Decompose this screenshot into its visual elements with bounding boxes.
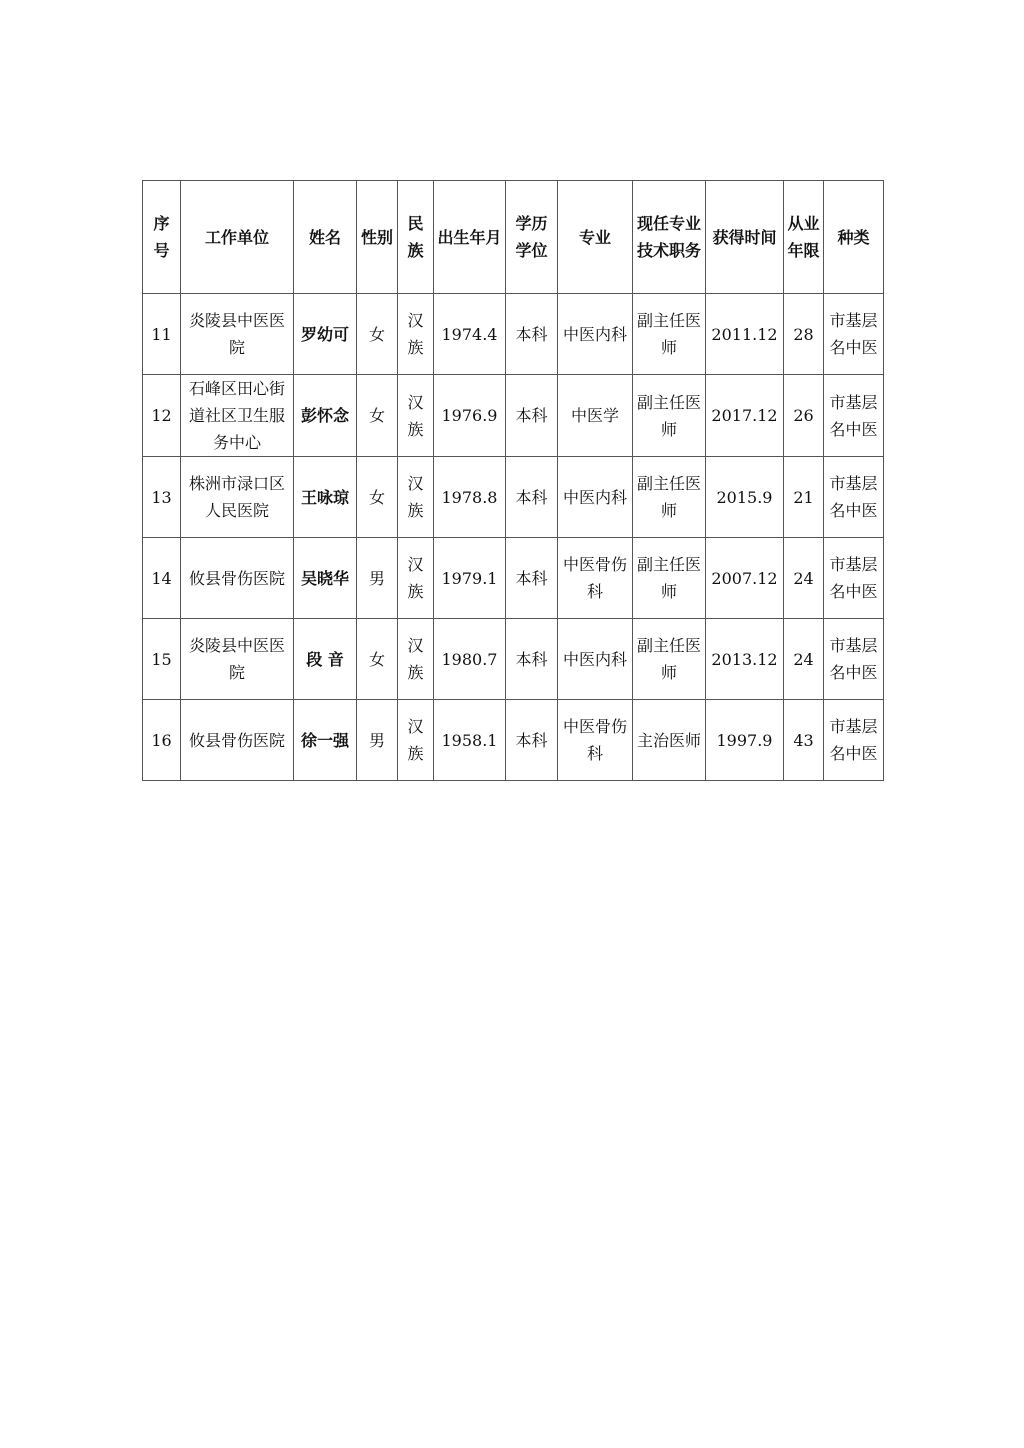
header-cell: 从业年限 — [784, 181, 824, 294]
cell-index: 11 — [143, 294, 181, 375]
cell-ethnicity: 汉族 — [398, 700, 434, 781]
cell-workplace: 炎陵县中医医院 — [181, 619, 294, 700]
cell-obtained: 2007.12 — [706, 538, 784, 619]
table-row — [143, 457, 884, 538]
cell-birth: 1980.7 — [434, 619, 506, 700]
cell-gender: 女 — [357, 457, 398, 538]
cell-category: 市基层名中医 — [824, 457, 884, 538]
cell-obtained: 2013.12 — [706, 619, 784, 700]
cell-gender: 男 — [357, 538, 398, 619]
cell-index: 14 — [143, 538, 181, 619]
cell-education: 本科 — [506, 700, 558, 781]
cell-category: 市基层名中医 — [824, 375, 884, 457]
header-cell: 种类 — [824, 181, 884, 294]
cell-gender: 女 — [357, 619, 398, 700]
cell-title: 副主任医师 — [633, 375, 706, 457]
cell-specialty: 中医内科 — [558, 294, 633, 375]
cell-gender: 男 — [357, 700, 398, 781]
cell-ethnicity: 汉族 — [398, 375, 434, 457]
table-row — [143, 619, 884, 700]
cell-ethnicity: 汉族 — [398, 294, 434, 375]
cell-birth: 1974.4 — [434, 294, 506, 375]
header-cell: 姓名 — [294, 181, 357, 294]
cell-birth: 1976.9 — [434, 375, 506, 457]
header-cell: 序号 — [143, 181, 181, 294]
header-cell: 民族 — [398, 181, 434, 294]
header-cell: 获得时间 — [706, 181, 784, 294]
table-row — [143, 538, 884, 619]
header-cell: 专业 — [558, 181, 633, 294]
cell-years: 24 — [784, 619, 824, 700]
table-row — [143, 375, 884, 457]
cell-education: 本科 — [506, 375, 558, 457]
cell-obtained: 1997.9 — [706, 700, 784, 781]
cell-years: 28 — [784, 294, 824, 375]
cell-name: 徐一强 — [294, 700, 357, 781]
cell-obtained: 2015.9 — [706, 457, 784, 538]
cell-name: 罗幼可 — [294, 294, 357, 375]
header-cell: 现任专业技术职务 — [633, 181, 706, 294]
cell-index: 13 — [143, 457, 181, 538]
cell-ethnicity: 汉族 — [398, 538, 434, 619]
cell-title: 副主任医师 — [633, 294, 706, 375]
cell-years: 24 — [784, 538, 824, 619]
cell-index: 15 — [143, 619, 181, 700]
cell-workplace: 炎陵县中医医院 — [181, 294, 294, 375]
header-cell: 学历学位 — [506, 181, 558, 294]
cell-name: 彭怀念 — [294, 375, 357, 457]
cell-name: 王咏琼 — [294, 457, 357, 538]
cell-years: 43 — [784, 700, 824, 781]
cell-workplace: 株洲市渌口区人民医院 — [181, 457, 294, 538]
roster-table — [142, 180, 884, 781]
header-cell: 性别 — [357, 181, 398, 294]
cell-birth: 1958.1 — [434, 700, 506, 781]
cell-specialty: 中医骨伤科 — [558, 538, 633, 619]
cell-education: 本科 — [506, 457, 558, 538]
cell-workplace: 攸县骨伤医院 — [181, 700, 294, 781]
table-row — [143, 294, 884, 375]
cell-title: 主治医师 — [633, 700, 706, 781]
cell-workplace: 石峰区田心街道社区卫生服务中心 — [181, 375, 294, 457]
cell-birth: 1978.8 — [434, 457, 506, 538]
cell-birth: 1979.1 — [434, 538, 506, 619]
cell-title: 副主任医师 — [633, 457, 706, 538]
cell-specialty: 中医内科 — [558, 457, 633, 538]
table-row — [143, 700, 884, 781]
cell-education: 本科 — [506, 294, 558, 375]
cell-title: 副主任医师 — [633, 619, 706, 700]
cell-years: 21 — [784, 457, 824, 538]
cell-gender: 女 — [357, 294, 398, 375]
cell-education: 本科 — [506, 619, 558, 700]
header-cell: 工作单位 — [181, 181, 294, 294]
cell-specialty: 中医骨伤科 — [558, 700, 633, 781]
cell-education: 本科 — [506, 538, 558, 619]
cell-specialty: 中医内科 — [558, 619, 633, 700]
cell-name: 段 音 — [294, 619, 357, 700]
cell-ethnicity: 汉族 — [398, 619, 434, 700]
cell-index: 12 — [143, 375, 181, 457]
cell-specialty: 中医学 — [558, 375, 633, 457]
cell-category: 市基层名中医 — [824, 538, 884, 619]
cell-title: 副主任医师 — [633, 538, 706, 619]
cell-category: 市基层名中医 — [824, 619, 884, 700]
header-row — [143, 181, 884, 294]
cell-years: 26 — [784, 375, 824, 457]
cell-obtained: 2017.12 — [706, 375, 784, 457]
cell-obtained: 2011.12 — [706, 294, 784, 375]
cell-ethnicity: 汉族 — [398, 457, 434, 538]
cell-name: 吴晓华 — [294, 538, 357, 619]
cell-workplace: 攸县骨伤医院 — [181, 538, 294, 619]
cell-index: 16 — [143, 700, 181, 781]
cell-gender: 女 — [357, 375, 398, 457]
cell-category: 市基层名中医 — [824, 294, 884, 375]
header-cell: 出生年月 — [434, 181, 506, 294]
cell-category: 市基层名中医 — [824, 700, 884, 781]
